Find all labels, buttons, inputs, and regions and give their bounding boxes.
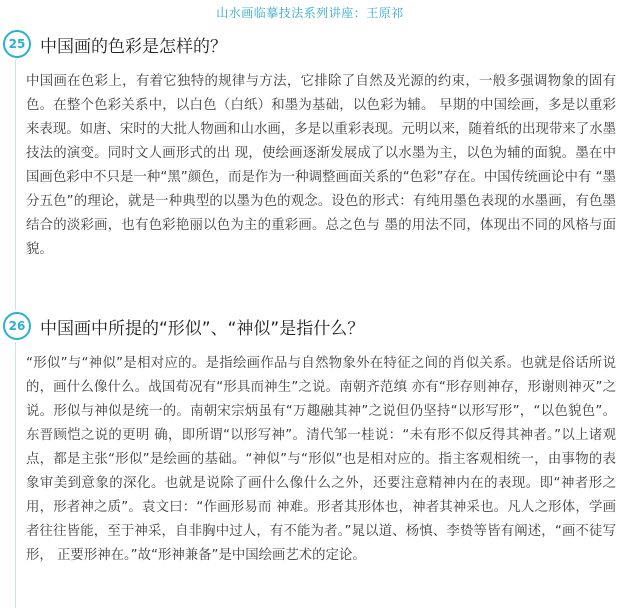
question-row [0,30,620,62]
answer-paragraph: 中国画在色彩上，有着它独特的规律与方法，它排除了自然及光源的约束，一般多强调物象的固有色。在整个色彩关系中，以白色（白纸）和墨为基础，以色彩为辅。 早期的中国绘画，多是以重彩来表现。如唐、宋时的大批人物画和山水画，多是以重彩表现。元明以来，随着纸的出现带来了水墨技法的演变。同时文人画形式的出 现，使绘画逐渐发展成了以水墨为主，以色为辅的面貌。墨在中国画色彩中不只是一种“黑”颜色，而是作为一种调整画面关系的“色彩”存在。中国传统画论中有 “墨分五色”的理论，就是一种典型的以墨为色的观念。设色的形式：有纯用墨色表现的水墨画，有色墨结合的淡彩画，也有色彩艳丽以色为主的重彩画。总之色与 墨的用法不同，体现出不同的风格与面貌。 [26,74,616,257]
question-heading: 中国画中所提的“形似”、“神似”是指什么？ [40,319,365,339]
question-number-badge: 26 [3,312,31,340]
question-number-badge: 25 [3,30,31,58]
series-title: 山水画临摹技法系列讲座：王原祁 [216,6,404,20]
question-row [0,312,620,344]
answer-paragraph: “形似”与“神似”是相对应的。是指绘画作品与自然物象外在特征之间的肖似关系。也就是俗话所说的，画什么像什么。战国荀况有“形具而神生”之说。南朝齐范缜 亦有“形存则神存，形谢则神灭”之说。形似与神似是统一的。南朝宋宗炳虽有“万趣融其神”之说但仍坚持“以形写形”，“以色貌色”。东晋顾恺之说的更明 确，即所谓“以形写神”。清代邹一桂说：“未有形不似反得其神者。”以上诸观点，都是主张“形似”是绘画的基础。“神似”与“形似”也是相对应的。指主客观相统一，由事物的表象审美到意象的深化。也就是说除了画什么像什么之外，还要注意精神内在的表现。即“神者形之用，形者神之质”。袁文曰：“作画形易而 神难。形者其形体也，神者其神采也。凡人之形体，学画者往往皆能，至于神采，自非胸中过人，有不能为者。”晁以道、杨慎、李贽等皆有阐述，“画不徒写形， 正要形神在。”故“形神兼备”是中国绘画艺术的定论。 [26,356,616,563]
section-26 [0,312,620,563]
section-25 [0,30,620,257]
question-heading: 中国画的色彩是怎样的？ [40,37,227,57]
section-divider-line [15,60,16,310]
section-divider-line [15,342,16,608]
